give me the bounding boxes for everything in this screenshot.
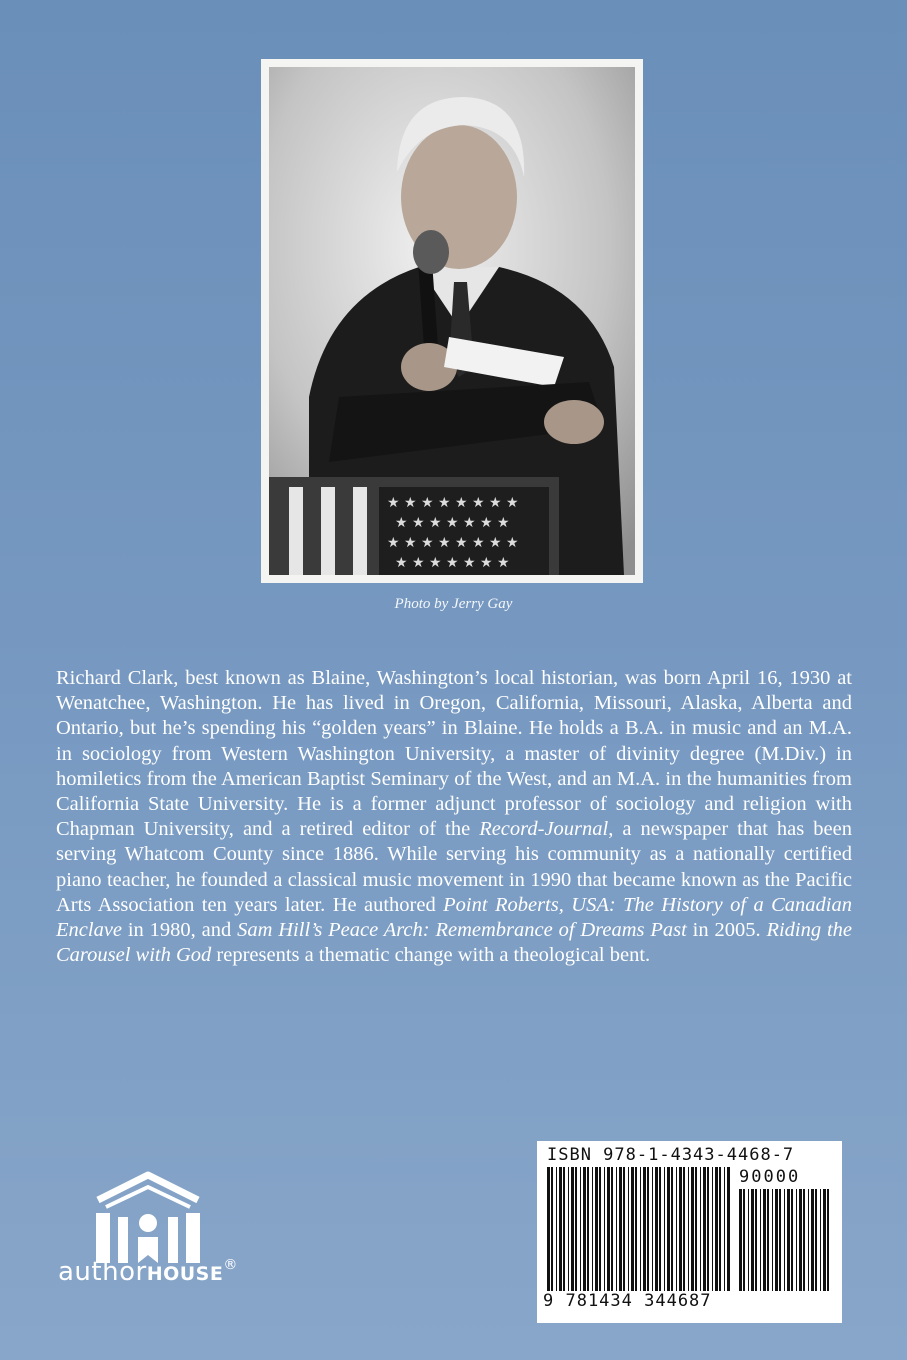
barcode-bar bbox=[695, 1167, 697, 1291]
barcode-bar bbox=[763, 1189, 766, 1291]
barcode-bar bbox=[700, 1167, 701, 1291]
barcode-bar bbox=[799, 1189, 802, 1291]
barcode-bar bbox=[575, 1167, 577, 1291]
isbn-number: ISBN 978-1-4343-4468-7 bbox=[547, 1145, 795, 1165]
barcode-bar bbox=[712, 1167, 713, 1291]
barcode-bar bbox=[571, 1167, 574, 1291]
barcode-bar bbox=[647, 1167, 649, 1291]
barcode-bar bbox=[631, 1167, 634, 1291]
barcode-bar bbox=[616, 1167, 617, 1291]
barcode-bar bbox=[655, 1167, 658, 1291]
publisher-name: authorHOUSE® bbox=[58, 1257, 238, 1287]
barcode-bar bbox=[551, 1167, 553, 1291]
barcode-bar bbox=[772, 1189, 773, 1291]
barcode-bar bbox=[707, 1167, 709, 1291]
svg-text:★ ★ ★ ★ ★ ★ ★ ★: ★ ★ ★ ★ ★ ★ ★ ★ bbox=[387, 535, 519, 551]
barcode-bar bbox=[827, 1189, 829, 1291]
barcode-bar bbox=[652, 1167, 653, 1291]
barcode-bar bbox=[767, 1189, 769, 1291]
bio-text: represents a thematic change with a theological bent. bbox=[211, 944, 651, 967]
barcode-bar bbox=[787, 1189, 790, 1291]
barcode-bar bbox=[607, 1167, 610, 1291]
barcode-bar bbox=[547, 1167, 550, 1291]
barcode-bar bbox=[619, 1167, 622, 1291]
bio-title-record-journal: Record-Journal bbox=[479, 818, 609, 841]
barcode-bar bbox=[604, 1167, 605, 1291]
barcode-bar bbox=[703, 1167, 706, 1291]
author-photo-frame bbox=[261, 59, 643, 583]
barcode-bar bbox=[671, 1167, 673, 1291]
bio-title-point-roberts: Point Roberts, USA: The History of a Canadian Enclave bbox=[56, 893, 852, 942]
barcode-bar bbox=[691, 1167, 694, 1291]
barcode-bar bbox=[635, 1167, 637, 1291]
barcode-bar bbox=[664, 1167, 665, 1291]
ean-digits: 9 781434 344687 bbox=[543, 1291, 712, 1311]
barcode-bar bbox=[659, 1167, 661, 1291]
barcode-bar bbox=[715, 1167, 718, 1291]
barcode-bar bbox=[727, 1167, 730, 1291]
barcode-bar bbox=[784, 1189, 785, 1291]
barcode-bar bbox=[595, 1167, 598, 1291]
barcode-bar bbox=[751, 1189, 754, 1291]
barcode-bar bbox=[580, 1167, 581, 1291]
barcode-bar bbox=[719, 1167, 721, 1291]
barcode-bar bbox=[803, 1189, 805, 1291]
isbn-barcode bbox=[537, 1141, 842, 1323]
barcode-bar bbox=[808, 1189, 809, 1291]
barcode-bar bbox=[587, 1167, 589, 1291]
bio-title-peace-arch: Sam Hill’s Peace Arch: Remembrance of Dreams Past bbox=[237, 919, 687, 942]
bio-text: , a newspaper that has been serving Whatcom County since 1886. While serving his community as a nationally certified piano teacher, he founded a classical music movement in 1990 that became known as the Pacific Arts Association ten years later. He authored bbox=[56, 818, 852, 916]
barcode-bar bbox=[667, 1167, 670, 1291]
photo-credit: Photo by Jerry Gay bbox=[394, 596, 513, 612]
barcode-bar bbox=[743, 1189, 745, 1291]
barcode-bar bbox=[823, 1189, 826, 1291]
author-photo bbox=[269, 67, 635, 575]
svg-text:★ ★ ★ ★ ★ ★ ★ ★: ★ ★ ★ ★ ★ ★ ★ ★ bbox=[387, 495, 519, 511]
barcode-bar bbox=[775, 1189, 778, 1291]
barcode-bar bbox=[811, 1189, 814, 1291]
barcode-bar bbox=[643, 1167, 646, 1291]
barcode-bar bbox=[683, 1167, 685, 1291]
barcode-bar bbox=[628, 1167, 629, 1291]
barcode-bar bbox=[676, 1167, 677, 1291]
barcode-bar bbox=[568, 1167, 569, 1291]
bio-title-carousel: Riding the Carousel with God bbox=[56, 919, 852, 967]
barcode-bar bbox=[559, 1167, 562, 1291]
barcode-bar bbox=[556, 1167, 557, 1291]
bio-text: in 1980, and bbox=[122, 919, 238, 942]
bio-text: Richard Clark, best known as Blaine, Washington’s local historian, was born April 16, 1930 at Wenatchee, Washington. He has lived in Oregon, California, Missouri, Alaska, Alberta and Ontario, but he’s spending his “golden years” in Blaine. He holds a B.A. in music and an M.A. in sociology from Western Washington University, a master of divinity degree (M.Div.) in homiletics from the American Baptist Seminary of the West, and an M.A. in the humanities from California State University. He is a former adjunct professor of sociology and religion with Chapman University, and a retired editor of the bbox=[56, 667, 852, 841]
bio-text: in 2005. bbox=[686, 919, 767, 942]
barcode-bar bbox=[791, 1189, 793, 1291]
author-bio bbox=[56, 666, 852, 968]
barcode-bar bbox=[755, 1189, 757, 1291]
barcode-bar bbox=[815, 1189, 817, 1291]
barcode-bar bbox=[820, 1189, 821, 1291]
barcode-addon-digits: 90000 bbox=[739, 1167, 801, 1187]
barcode-bar bbox=[679, 1167, 682, 1291]
barcode-bar bbox=[796, 1189, 797, 1291]
barcode-bar bbox=[739, 1189, 742, 1291]
barcode-bar bbox=[688, 1167, 689, 1291]
barcode-bar bbox=[779, 1189, 781, 1291]
barcode-bar bbox=[611, 1167, 613, 1291]
barcode-bar bbox=[599, 1167, 601, 1291]
barcode-bars bbox=[547, 1167, 733, 1291]
barcode-bar bbox=[748, 1189, 749, 1291]
barcode-bar bbox=[563, 1167, 565, 1291]
barcode-bar bbox=[724, 1167, 725, 1291]
barcode-bar bbox=[640, 1167, 641, 1291]
svg-text:★ ★ ★ ★ ★ ★ ★: ★ ★ ★ ★ ★ ★ ★ bbox=[395, 515, 510, 531]
svg-text:★ ★ ★ ★ ★ ★ ★: ★ ★ ★ ★ ★ ★ ★ bbox=[395, 555, 510, 571]
barcode-bar bbox=[760, 1189, 761, 1291]
barcode-bar bbox=[583, 1167, 586, 1291]
barcode-bar bbox=[623, 1167, 625, 1291]
barcode-addon-bars bbox=[739, 1189, 831, 1291]
barcode-bar bbox=[592, 1167, 593, 1291]
